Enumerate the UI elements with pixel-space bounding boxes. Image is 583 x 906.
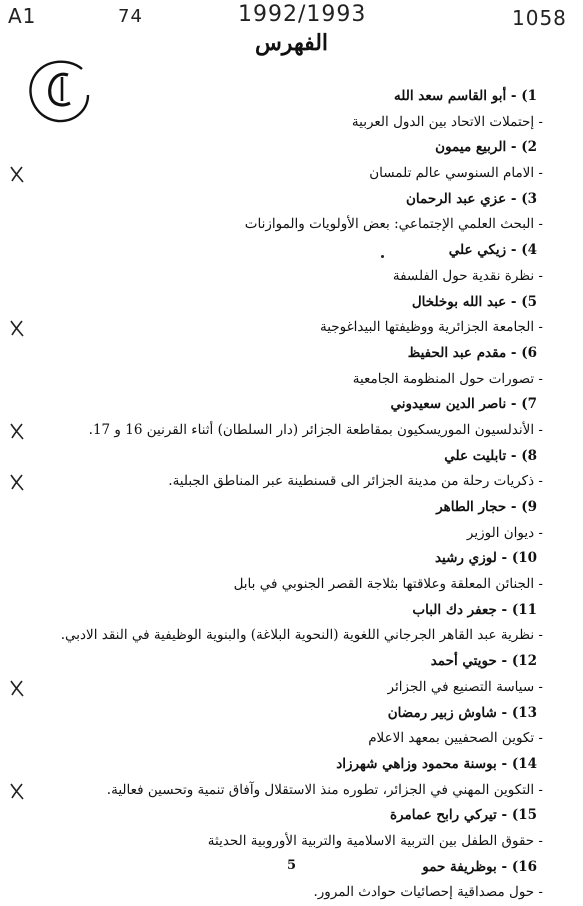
handwritten-number: 74 <box>118 6 143 27</box>
author-name: مقدم عبد الحفيظ <box>407 344 507 361</box>
page-title: الفهرس <box>254 30 329 56</box>
entry-number: 6 <box>527 344 537 361</box>
article-title: البحث العلمي الإجتماعي: بعض الأولويات والموازنات <box>244 216 535 233</box>
toc-author-row <box>23 187 543 213</box>
entry-number-separator: ) - <box>506 447 528 464</box>
toc-author-row <box>23 290 543 316</box>
article-title: الجنائن المعلقة وعلاقتها بثلاجة القصر الجنوبي في بابل <box>233 576 535 593</box>
page-number: 5 <box>286 858 297 873</box>
toc-author-row <box>23 444 543 470</box>
entry-number-separator: ) - <box>496 653 519 670</box>
article-dash: - <box>534 884 543 901</box>
article-dash: - <box>534 832 543 849</box>
entry-number: 13 <box>518 704 537 721</box>
author-name: تيركي رابح عمامرة <box>389 807 497 824</box>
article-title: تصورات حول المنظومة الجامعية <box>352 370 535 387</box>
entry-number-separator: ) - <box>506 344 528 361</box>
entry-number-separator: ) - <box>496 858 519 875</box>
article-dash: - <box>534 165 543 182</box>
toc-author-row <box>23 752 543 778</box>
stray-dot <box>381 255 384 258</box>
entry-number: 9 <box>527 499 537 515</box>
toc-article-row <box>23 829 543 855</box>
entry-number: 11 <box>518 601 537 618</box>
article-dash: - <box>534 678 543 695</box>
author-name: عبد الله بوخلخال <box>411 293 507 310</box>
author-name: بوظريفة حمو <box>422 858 497 875</box>
toc-author-row <box>23 392 543 418</box>
article-title: حقوق الطفل بين التربية الاسلامية والتربية الأوروبية الحديثة <box>207 832 535 849</box>
article-title: التكوين المهني في الجزائر، تطوره منذ الاستقلال وآفاق تنمية وتحسين فعالية. <box>106 781 535 798</box>
toc-author-row <box>23 135 543 161</box>
toc-article-row <box>23 675 543 701</box>
toc-author-row <box>23 803 543 829</box>
author-name: زيكي علي <box>448 242 507 259</box>
toc-article-row <box>23 367 543 393</box>
toc-author-row <box>23 341 543 367</box>
entry-number: 16 <box>518 858 537 875</box>
toc-author-row <box>23 701 543 727</box>
entry-number: 8 <box>527 447 537 464</box>
author-name: تابليت علي <box>444 447 507 464</box>
author-name: ناصر الدين سعيدوني <box>390 396 507 413</box>
toc-article-row <box>23 264 543 290</box>
toc-article-row <box>23 469 543 495</box>
article-title: الأندلسيون الموريسكيون بمقاطعة الجزائر (دار السلطان) أثناء القرنين 16 و 17. <box>88 421 535 438</box>
author-name: أبو القاسم سعد الله <box>394 88 507 104</box>
table-of-contents <box>23 84 543 906</box>
entry-number-separator: ) - <box>496 601 519 618</box>
author-name: لوزي رشيد <box>434 550 497 567</box>
entry-number-separator: ) - <box>496 755 519 772</box>
article-dash: - <box>534 319 543 336</box>
article-title: نظرية عبد القاهر الجرجاني اللغوية (النحوية البلاغة) والبنوية الوظيفية في النقد الادبي. <box>60 627 535 644</box>
article-dash: - <box>534 421 543 438</box>
entry-number: 7 <box>527 396 537 413</box>
author-name: حجار الطاهر <box>436 499 507 515</box>
handwritten-x-mark-icon <box>9 422 25 440</box>
article-title: سياسة التصنيع في الجزائر <box>387 678 535 695</box>
author-name: بوسنة محمود وزاهي شهرزاد <box>336 755 497 772</box>
toc-article-row <box>23 880 543 906</box>
article-dash: - <box>534 781 543 798</box>
handwritten-reference: A1 <box>8 4 37 28</box>
entry-number-separator: ) - <box>506 88 528 104</box>
toc-article-row <box>23 726 543 752</box>
handwritten-x-mark-icon <box>9 679 25 697</box>
article-dash: - <box>534 576 543 593</box>
toc-article-row <box>23 110 543 136</box>
entry-number: 15 <box>518 807 537 824</box>
entry-number-separator: ) - <box>496 704 519 721</box>
author-name: الربيع ميمون <box>435 139 507 156</box>
entry-number-separator: ) - <box>496 550 519 567</box>
article-dash: - <box>534 627 543 644</box>
toc-article-row <box>23 212 543 238</box>
toc-author-row <box>23 649 543 675</box>
article-dash: - <box>534 267 543 284</box>
article-title: حول مصداقية إحصائيات حوادث المرور. <box>313 884 535 901</box>
handwritten-x-mark-icon <box>9 782 25 800</box>
article-title: إحتملات الاتحاد بين الدول العربية <box>351 113 535 130</box>
article-title: الامام السنوسي عالم تلمسان <box>369 165 535 182</box>
article-dash: - <box>534 730 543 747</box>
entry-number: 10 <box>518 550 537 567</box>
entry-number-separator: ) - <box>506 242 528 259</box>
entry-number: 1 <box>527 88 537 104</box>
toc-article-row <box>23 161 543 187</box>
toc-article-row <box>23 315 543 341</box>
article-title: ذكريات رحلة من مدينة الجزائر الى قسنطينة عبر المناطق الجبلية. <box>168 473 535 490</box>
entry-number: 12 <box>518 653 537 670</box>
entry-number: 14 <box>518 755 537 772</box>
toc-article-row <box>23 418 543 444</box>
entry-number: 5 <box>527 293 537 310</box>
toc-article-row <box>23 572 543 598</box>
handwritten-x-mark-icon <box>9 165 25 183</box>
handwritten-code: 1058 <box>512 6 567 30</box>
handwritten-x-mark-icon <box>9 319 25 337</box>
toc-author-row <box>23 84 543 110</box>
entry-number: 4 <box>527 242 537 259</box>
entry-number: 2 <box>527 139 537 156</box>
entry-number-separator: ) - <box>506 139 528 156</box>
toc-author-row <box>23 238 543 264</box>
entry-number-separator: ) - <box>506 499 528 515</box>
toc-article-row <box>23 778 543 804</box>
toc-author-row <box>23 546 543 572</box>
entry-number-separator: ) - <box>506 293 528 310</box>
entry-number-separator: ) - <box>506 396 528 413</box>
article-title: نظرة نقدية حول الفلسفة <box>392 267 535 284</box>
article-dash: - <box>534 473 543 490</box>
toc-author-row <box>23 495 543 521</box>
author-name: جعفر دك الباب <box>412 601 497 618</box>
handwritten-x-mark-icon <box>9 473 25 491</box>
toc-article-row <box>23 521 543 547</box>
article-title: الجامعة الجزائرية ووظيفتها البيداغوجية <box>319 319 535 336</box>
article-dash: - <box>534 113 543 130</box>
toc-article-row <box>23 623 543 649</box>
article-dash: - <box>534 524 543 541</box>
article-dash: - <box>534 370 543 387</box>
toc-author-row <box>23 598 543 624</box>
entry-number-separator: ) - <box>496 807 519 824</box>
entry-number-separator: ) - <box>506 190 528 207</box>
entry-number: 3 <box>527 190 537 207</box>
author-name: عزي عبد الرحمان <box>406 190 507 207</box>
handwritten-years: 1992/1993 <box>238 2 367 27</box>
author-name: شاوش زبير رمضان <box>387 704 497 721</box>
author-name: حويتي أحمد <box>430 653 497 670</box>
article-title: ديوان الوزير <box>466 524 535 541</box>
article-title: تكوين الصحفيين بمعهد الاعلام <box>368 730 535 747</box>
article-dash: - <box>534 216 543 233</box>
